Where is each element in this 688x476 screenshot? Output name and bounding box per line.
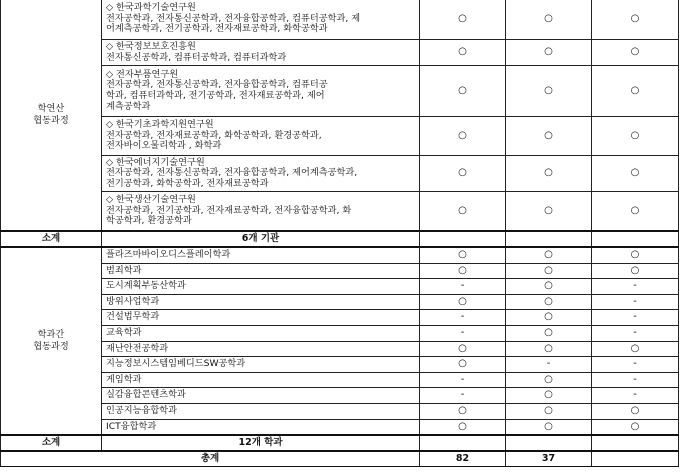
institution-cell [102,0,420,40]
institution-cell [102,66,420,117]
mark-cell: ○ [506,341,592,357]
mark-cell: ○ [420,156,506,192]
total-value: 82 [420,451,506,467]
mark-cell: ○ [592,403,679,419]
mark-cell: - [592,294,679,310]
mark-cell: - [420,388,506,404]
mark-cell: - [506,357,592,373]
mark-cell: ○ [592,66,679,117]
department-name: 재난안전공학과 [102,341,420,357]
mark-cell: ○ [506,419,592,435]
mark-cell: - [420,325,506,341]
mark-cell: ○ [506,372,592,388]
mark-cell: ○ [506,388,592,404]
mark-cell: ○ [592,117,679,156]
mark-cell: ○ [592,263,679,279]
mark-cell: - [420,310,506,326]
mark-cell: - [420,279,506,295]
mark-cell: ○ [420,341,506,357]
mark-cell: - [592,372,679,388]
mark-cell: ○ [420,0,506,40]
mark-cell: - [592,310,679,326]
department-name: 도시계획부동산학과 [102,279,420,295]
mark-cell: ○ [506,156,592,192]
institution-cell [102,117,420,156]
institution-dept-line: 학공학과, 환경공학과 [106,215,192,227]
institution-name: ◇ 한국에너지기술연구원 [106,156,205,168]
institution-cell [102,156,420,192]
mark-cell: ○ [506,310,592,326]
department-name: 실감융합콘텐츠학과 [102,388,420,404]
mark-cell: ○ [506,66,592,117]
department-name: 게임학과 [102,372,420,388]
institution-dept-line: 전자바이오물리학과 , 화학과 [106,140,222,152]
subtotal-value: 6개 기관 [102,231,420,247]
mark-cell: - [592,325,679,341]
mark-cell: ○ [506,247,592,263]
institution-name: ◇ 한국정보보호진흥원 [106,40,196,52]
mark-cell: ○ [506,263,592,279]
category-industry-line1: 학연산 [37,102,65,114]
mark-cell: ○ [420,40,506,66]
mark-cell: ○ [420,117,506,156]
total-value: 37 [506,451,592,467]
department-name: 플라즈마바이오디스플레이학과 [102,247,420,263]
subtotal-value: 12개 학과 [102,435,420,451]
mark-cell: - [592,279,679,295]
department-name: 지능정보시스템임베디드SW공학과 [102,357,420,373]
institution-dept-line: 전자공학과, 전기공학과, 전자재료공학과, 전자융합공학과, 화 [106,204,352,216]
mark-cell: - [592,357,679,373]
mark-cell: ○ [506,40,592,66]
department-name: 건설법무학과 [102,310,420,326]
department-name: 범죄학과 [102,263,420,279]
institution-name: ◇ 한국생산기술연구원 [106,194,196,206]
mark-cell: ○ [592,0,679,40]
category-industry-cell [1,0,102,231]
institution-dept-line: 전기공학과, 화학공학과, 전자재료공학과 [106,177,269,189]
mark-cell: ○ [506,0,592,40]
institution-name: ◇ 한국기초과학지원연구원 [106,119,214,131]
mark-cell: ○ [506,325,592,341]
mark-cell: - [420,372,506,388]
category-inter-cell [1,247,102,435]
mark-cell: ○ [506,403,592,419]
department-name: 교육학과 [102,325,420,341]
institution-name: ◇ 전자부품연구원 [106,68,179,80]
mark-cell: ○ [506,279,592,295]
mark-cell: - [592,388,679,404]
institution-dept-line: 전자공학과, 전자통신공학과, 전자융합공학과, 컴퓨터공 [106,79,328,91]
institution-name: ◇ 한국과학기술연구원 [106,2,196,14]
total-label: 총계 [1,451,420,467]
mark-cell: ○ [420,403,506,419]
institution-dept-line: 전자공학과, 전자재료공학과, 화학공학과, 환경공학과, [106,129,322,141]
mark-cell: ○ [420,247,506,263]
mark-cell: ○ [420,263,506,279]
category-inter-line2: 협동과정 [33,341,69,353]
institution-cell [102,40,420,66]
mark-cell: ○ [420,192,506,232]
mark-cell: ○ [592,192,679,232]
institution-cell [102,192,420,232]
subtotal-label: 소계 [1,435,102,451]
institution-dept-line: 전자공학과, 전자통신공학과, 전자융합공학과, 컴퓨터공학과, 제 [106,12,361,24]
total-value [592,451,679,467]
mark-cell: ○ [506,192,592,232]
department-name: ICT융합학과 [102,419,420,435]
department-name: 인공지능융합학과 [102,403,420,419]
mark-cell: ○ [420,66,506,117]
institution-dept-line: 어계측공학과, 전기공학과, 전자재료공학과, 화학공학과 [106,23,328,35]
mark-cell: ○ [420,294,506,310]
mark-cell: ○ [506,294,592,310]
institution-dept-line: 계측공학과 [106,100,151,112]
institution-dept-line: 전자공학과, 전자통신공학과, 전자융합공학과, 제어계측공학과, [106,167,358,179]
category-industry-line2: 협동과정 [33,114,69,126]
mark-cell: ○ [592,247,679,263]
subtotal-label: 소계 [1,231,102,247]
institution-dept-line: 전자통신공학과, 컴퓨터공학과, 컴퓨터과학과 [106,51,287,63]
mark-cell: ○ [592,341,679,357]
mark-cell: ○ [506,117,592,156]
category-inter-line1: 학과간 [37,329,65,341]
mark-cell: ○ [420,419,506,435]
mark-cell: ○ [592,156,679,192]
mark-cell: ○ [592,40,679,66]
institution-dept-line: 학과, 컴퓨터과학과, 전기공학과, 전자재료공학과, 제어 [106,90,325,101]
mark-cell: ○ [420,357,506,373]
mark-cell: ○ [592,419,679,435]
department-name: 방위사업학과 [102,294,420,310]
